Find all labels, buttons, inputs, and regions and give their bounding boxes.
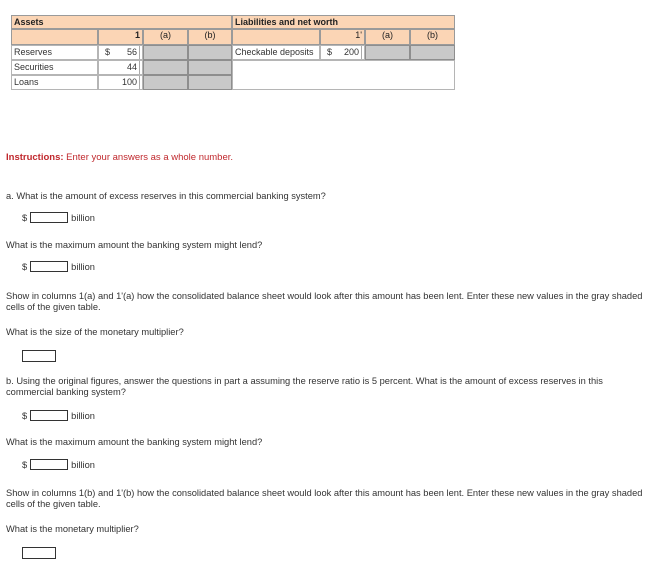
row-label-checkable-deposits: Checkable deposits: [232, 45, 320, 60]
question-b-show-columns: Show in columns 1(b) and 1'(b) how the consolidated balance sheet would look after this amount has been lent. Enter these new values in the gray shaded cells of the given table.: [6, 488, 643, 509]
col-header-1prime-a: (a): [365, 29, 410, 45]
loans-1b-input[interactable]: [188, 75, 232, 90]
deposits-value-cell: [320, 45, 365, 60]
assets-label-col-header: [11, 29, 98, 45]
securities-1a-input[interactable]: [143, 60, 188, 75]
deposits-1prime-b-input[interactable]: [410, 45, 455, 60]
question-b-multiplier: What is the monetary multiplier?: [6, 524, 139, 534]
row-label-reserves: Reserves: [11, 45, 98, 60]
reserves-value-cell: [98, 45, 143, 60]
securities-value: 44: [126, 62, 137, 72]
instructions-text: Enter your answers as a whole number.: [63, 152, 234, 163]
assets-header: Assets: [11, 15, 232, 29]
loans-value-cell: [98, 75, 143, 90]
a-excess-reserves-input[interactable]: [30, 212, 68, 223]
col-header-1prime: 1': [320, 29, 365, 45]
instructions: [6, 152, 233, 163]
answer-row-b-excess: [22, 409, 95, 422]
row-label-securities: Securities: [11, 60, 98, 75]
b-max-lend-input[interactable]: [30, 459, 68, 470]
answer-row-b-lend: [22, 458, 95, 471]
question-a-excess-reserves: a. What is the amount of excess reserves in this commercial banking system?: [6, 191, 326, 201]
b-multiplier-input[interactable]: [22, 547, 56, 559]
col-header-1: 1: [98, 29, 143, 45]
question-b-excess-reserves: b. Using the original figures, answer the questions in part a assuming the reserve ratio is 5 percent. What is the amount of excess reserves in this commercial banking system?: [6, 376, 603, 397]
a-max-lend-input[interactable]: [30, 261, 68, 272]
col-header-1prime-b: (b): [410, 29, 455, 45]
unit-label: billion: [71, 212, 95, 223]
instructions-prefix: Instructions:: [6, 152, 64, 163]
b-excess-reserves-input[interactable]: [30, 410, 68, 421]
currency-symbol: $: [22, 459, 28, 470]
reserves-1b-input[interactable]: [188, 45, 232, 60]
question-a-max-lend: What is the maximum amount the banking system might lend?: [6, 240, 263, 250]
securities-value-cell: [98, 60, 143, 75]
a-multiplier-input[interactable]: [22, 350, 56, 362]
question-b-max-lend: What is the maximum amount the banking system might lend?: [6, 437, 263, 447]
currency-symbol: $: [22, 212, 28, 223]
liabilities-empty-area: [232, 60, 455, 90]
answer-row-a-excess: [22, 211, 95, 224]
reserves-1a-input[interactable]: [143, 45, 188, 60]
row-label-loans: Loans: [11, 75, 98, 90]
deposits-1prime-a-input[interactable]: [365, 45, 410, 60]
securities-1b-input[interactable]: [188, 60, 232, 75]
reserves-value: 56: [126, 47, 137, 57]
col-header-1b: (b): [188, 29, 232, 45]
question-a-multiplier: What is the size of the monetary multiplier?: [6, 327, 184, 337]
loans-value: 100: [121, 77, 137, 87]
col-header-1a: (a): [143, 29, 188, 45]
deposits-value: 200: [343, 47, 359, 57]
unit-label: billion: [71, 410, 95, 421]
question-a-show-columns: Show in columns 1(a) and 1'(a) how the consolidated balance sheet would look after this amount has been lent. Enter these new values in the gray shaded cells of the given table.: [6, 291, 643, 312]
liab-label-col-header: [232, 29, 320, 45]
loans-1a-input[interactable]: [143, 75, 188, 90]
liabilities-header: Liabilities and net worth: [232, 15, 455, 29]
unit-label: billion: [71, 459, 95, 470]
currency-symbol: $: [22, 410, 28, 421]
deposits-currency: $: [327, 47, 333, 57]
answer-row-a-lend: [22, 260, 95, 273]
currency-symbol: $: [22, 261, 28, 272]
unit-label: billion: [71, 261, 95, 272]
reserves-currency: $: [105, 47, 111, 57]
